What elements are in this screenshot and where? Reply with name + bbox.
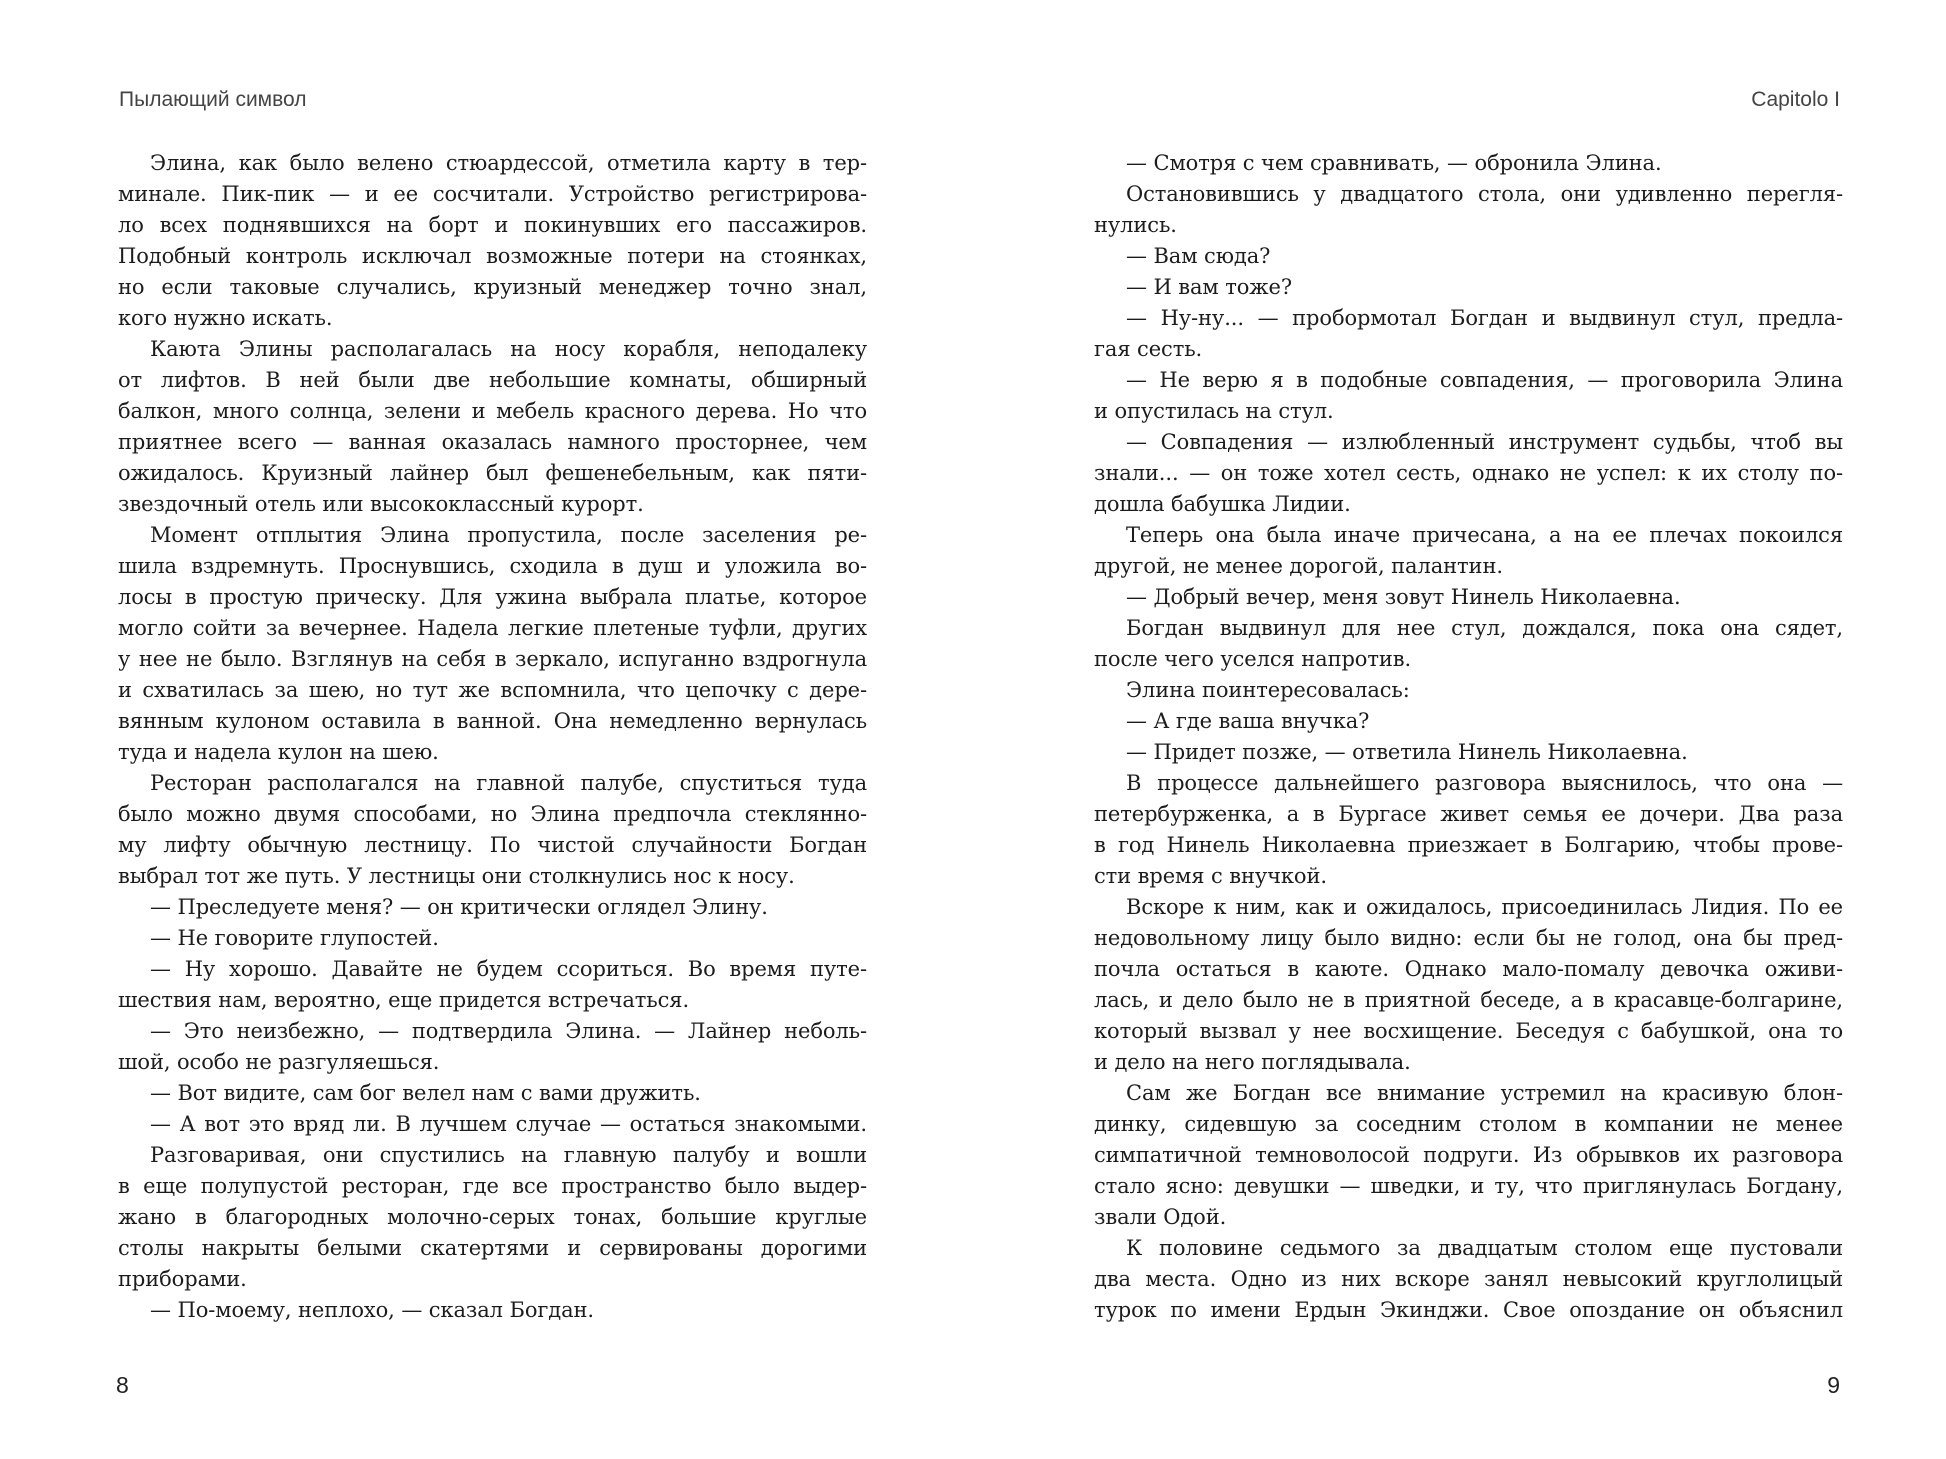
text-line: у нее не было. Взглянув на себя в зеркало, испуганно вздрогнула xyxy=(118,647,867,671)
text-line: Теперь она была иначе причесана, а на ее плечах покоился xyxy=(1126,523,1843,547)
text-line: от лифтов. В ней были две небольшие комнаты, обширный xyxy=(118,368,867,392)
text-line: — Добрый вечер, меня зовут Нинель Николаевна. xyxy=(1126,585,1681,609)
text-line: нулись. xyxy=(1094,213,1177,237)
text-line: — Это неизбежно, — подтвердила Элина. — Лайнер неболь- xyxy=(150,1019,867,1043)
text-line: Богдан выдвинул для нее стул, дождался, пока она сядет, xyxy=(1126,616,1843,640)
text-line: шой, особо не разгуляешься. xyxy=(118,1050,440,1074)
body-text-left xyxy=(118,148,867,1326)
text-line: два места. Одно из них вскоре занял невысокий круглолицый xyxy=(1094,1267,1843,1291)
text-line: и опустилась на стул. xyxy=(1094,399,1334,423)
text-line: ло всех поднявшихся на борт и покинувших его пассажиров. xyxy=(118,213,867,237)
text-line: Момент отплытия Элина пропустила, после заселения ре- xyxy=(150,523,867,547)
text-line: и схватилась за шею, но тут же вспомнила, что цепочку с дере- xyxy=(118,678,867,702)
text-line: балкон, много солнца, зелени и мебель красного дерева. Но что xyxy=(118,399,867,423)
text-line: — Ну хорошо. Давайте не будем ссориться. Во время путе- xyxy=(150,957,867,981)
text-line: кого нужно искать. xyxy=(118,306,333,330)
text-line: и дело на него поглядывала. xyxy=(1094,1050,1411,1074)
text-line: стало ясно: девушки — шведки, и ту, что приглянулась Богдану, xyxy=(1094,1174,1843,1198)
text-line: симпатичной темноволосой подруги. Из обрывков их разговора xyxy=(1094,1143,1843,1167)
text-line: минале. Пик-пик — и ее сосчитали. Устройство регистрирова- xyxy=(118,182,867,206)
text-line: Сам же Богдан все внимание устремил на красивую блон- xyxy=(1126,1081,1843,1105)
text-line: — Совпадения — излюбленный инструмент судьбы, чтоб вы xyxy=(1126,430,1843,454)
right-page xyxy=(973,0,1946,1459)
text-line: приятнее всего — ванная оказалась намного просторнее, чем xyxy=(118,430,867,454)
text-line: — А вот это вряд ли. В лучшем случае — остаться знакомыми. xyxy=(150,1112,867,1136)
text-line: — Не верю я в подобные совпадения, — проговорила Элина xyxy=(1126,368,1843,392)
page-number-right: 9 xyxy=(1827,1372,1840,1398)
text-line: ожидалось. Круизный лайнер был фешенебельным, как пяти- xyxy=(118,461,867,485)
text-line: динку, сидевшую за соседним столом в компании не менее xyxy=(1094,1112,1843,1136)
text-line: Вскоре к ним, как и ожидалось, присоединилась Лидия. По ее xyxy=(1126,895,1843,919)
text-line: приборами. xyxy=(118,1267,247,1291)
text-line: сти время с внучкой. xyxy=(1094,864,1327,888)
text-line: выбрал тот же путь. У лестницы они столкнулись нос к носу. xyxy=(118,864,795,888)
text-line: но если таковые случались, круизный менеджер точно знал, xyxy=(118,275,867,299)
text-line: — Смотря с чем сравнивать, — обронила Элина. xyxy=(1126,151,1662,175)
text-line: почла остаться в каюте. Однако мало-помалу девочка оживи- xyxy=(1094,957,1843,981)
text-line: петербурженка, а в Бургасе живет семья ее дочери. Два раза xyxy=(1094,802,1843,826)
text-line: дошла бабушка Лидии. xyxy=(1094,492,1351,516)
text-line: Подобный контроль исключал возможные потери на стоянках, xyxy=(118,244,867,268)
text-line: — По-моему, неплохо, — сказал Богдан. xyxy=(150,1298,594,1322)
text-line: Ресторан располагался на главной палубе, спуститься туда xyxy=(150,771,867,795)
text-line: знали... — он тоже хотел сесть, однако не успел: к их столу по- xyxy=(1094,461,1843,485)
page-number-left: 8 xyxy=(116,1372,129,1398)
text-line: шила вздремнуть. Проснувшись, сходила в душ и уложила во- xyxy=(118,554,867,578)
body-text-right xyxy=(1094,148,1843,1326)
text-line: — А где ваша внучка? xyxy=(1126,709,1370,733)
text-line: В процессе дальнейшего разговора выяснилось, что она — xyxy=(1126,771,1843,795)
text-line: — Ну-ну... — пробормотал Богдан и выдвинул стул, предла- xyxy=(1126,306,1843,330)
text-line: другой, не менее дорогой, палантин. xyxy=(1094,554,1503,578)
text-line: Элина поинтересовалась: xyxy=(1126,678,1410,702)
running-head-left: Пылающий символ xyxy=(119,88,307,111)
text-line: гая сесть. xyxy=(1094,337,1203,361)
text-line: Элина, как было велено стюардессой, отметила карту в тер- xyxy=(150,151,867,175)
text-line: вянным кулоном оставила в ванной. Она немедленно вернулась xyxy=(118,709,867,733)
text-line: в еще полупустой ресторан, где все пространство было выдер- xyxy=(118,1174,867,1198)
text-line: жано в благородных молочно-серых тонах, большие круглые xyxy=(118,1205,867,1229)
text-line: Каюта Элины располагалась на носу корабля, неподалеку xyxy=(150,337,867,361)
text-line: недовольному лицу было видно: если бы не голод, она бы пред- xyxy=(1094,926,1843,950)
text-line: К половине седьмого за двадцатым столом еще пустовали xyxy=(1126,1236,1843,1260)
text-line: турок по имени Ердын Экинджи. Свое опоздание он объяснил xyxy=(1094,1298,1843,1322)
text-line: звездочный отель или высококлассный курорт. xyxy=(118,492,644,516)
text-line: было можно двумя способами, но Элина предпочла стеклянно- xyxy=(118,802,867,826)
text-line: — Вам сюда? xyxy=(1126,244,1271,268)
text-line: — Вот видите, сам бог велел нам с вами дружить. xyxy=(150,1081,701,1105)
text-line: — Не говорите глупостей. xyxy=(150,926,439,950)
text-line: Остановившись у двадцатого стола, они удивленно перегля- xyxy=(1126,182,1843,206)
text-line: лосы в простую прическу. Для ужина выбрала платье, которое xyxy=(118,585,867,609)
text-line: — Преследуете меня? — он критически оглядел Элину. xyxy=(150,895,768,919)
text-line: Разговаривая, они спустились на главную палубу и вошли xyxy=(150,1143,867,1167)
text-line: в год Нинель Николаевна приезжает в Болгарию, чтобы прове- xyxy=(1094,833,1843,857)
text-line: му лифту обычную лестницу. По чистой случайности Богдан xyxy=(118,833,867,857)
text-line: — И вам тоже? xyxy=(1126,275,1292,299)
text-line: после чего уселся напротив. xyxy=(1094,647,1412,671)
text-line: который вызвал у нее восхищение. Беседуя с бабушкой, она то xyxy=(1094,1019,1843,1043)
text-line: туда и надела кулон на шею. xyxy=(118,740,439,764)
text-line: шествия нам, вероятно, еще придется встречаться. xyxy=(118,988,690,1012)
text-line: могло сойти за вечернее. Надела легкие плетеные туфли, других xyxy=(118,616,867,640)
text-line: — Придет позже, — ответила Нинель Николаевна. xyxy=(1126,740,1688,764)
text-line: лась, и дело было не в приятной беседе, а в красавце-болгарине, xyxy=(1094,988,1843,1012)
text-line: столы накрыты белыми скатертями и сервированы дорогими xyxy=(118,1236,867,1260)
running-head-right: Capitolo I xyxy=(1751,88,1840,111)
text-line: звали Одой. xyxy=(1094,1205,1227,1229)
